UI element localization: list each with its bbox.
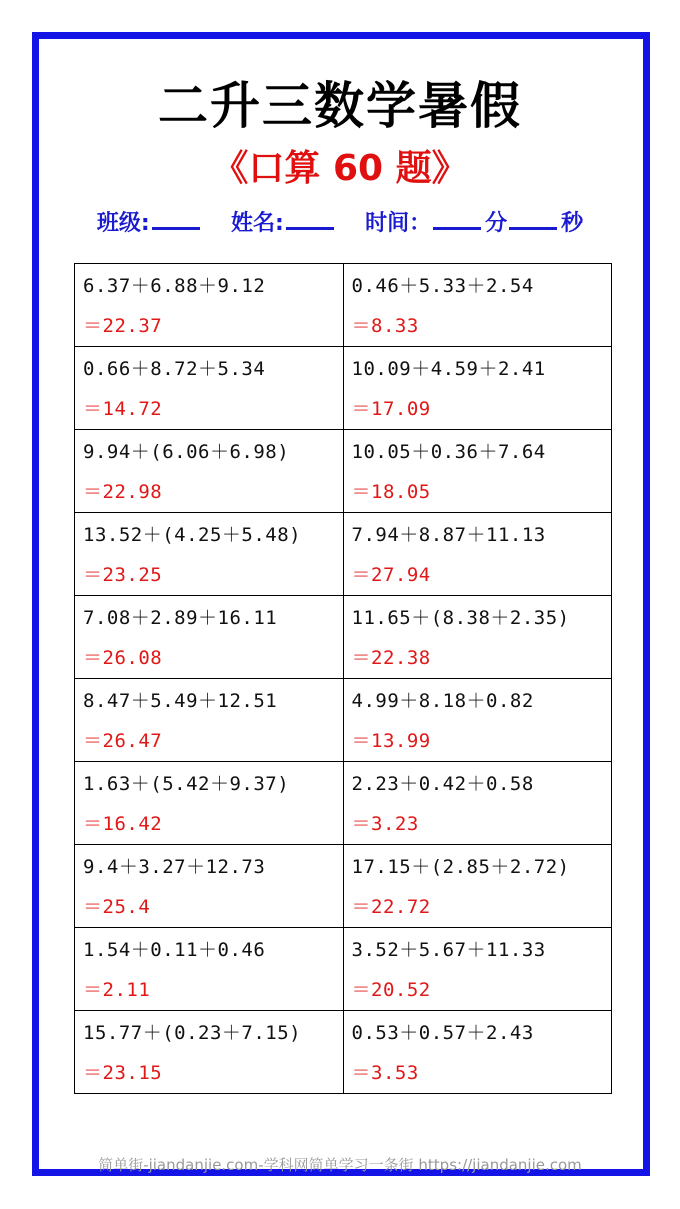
problem-answer: ＝23.25 xyxy=(83,564,163,586)
table-row xyxy=(75,928,612,1011)
problem-answer: ＝22.72 xyxy=(351,896,431,918)
problem-expression: 10.05＋0.36＋7.64 xyxy=(351,441,546,463)
problem-cell xyxy=(75,596,344,679)
problem-answer: ＝23.15 xyxy=(83,1062,163,1084)
page-title: 二升三数学暑假 xyxy=(158,77,522,135)
page-subtitle: 《口算 60 题》 xyxy=(212,148,468,189)
problem-cell xyxy=(343,928,612,1011)
problem-expression: 1.63＋(5.42＋9.37) xyxy=(83,773,290,795)
seconds-label: 秒 xyxy=(561,211,584,236)
problem-cell xyxy=(75,845,344,928)
problem-answer: ＝26.08 xyxy=(83,647,163,669)
table-row xyxy=(75,596,612,679)
problem-expression: 7.08＋2.89＋16.11 xyxy=(83,607,278,629)
table-row xyxy=(75,430,612,513)
problem-expression: 6.37＋6.88＋9.12 xyxy=(83,275,266,297)
table-row xyxy=(75,1011,612,1094)
problem-answer: ＝8.33 xyxy=(351,315,419,337)
problem-cell xyxy=(343,264,612,347)
problem-expression: 9.4＋3.27＋12.73 xyxy=(83,856,266,878)
problem-expression: 17.15＋(2.85＋2.72) xyxy=(351,856,570,878)
problem-answer: ＝18.05 xyxy=(351,481,431,503)
table-row xyxy=(75,513,612,596)
problem-answer: ＝3.53 xyxy=(351,1062,419,1084)
problem-expression: 4.99＋8.18＋0.82 xyxy=(351,690,534,712)
problem-expression: 8.47＋5.49＋12.51 xyxy=(83,690,278,712)
problem-cell xyxy=(75,513,344,596)
problem-cell xyxy=(75,928,344,1011)
problem-table xyxy=(74,263,612,1094)
problem-expression: 13.52＋(4.25＋5.48) xyxy=(83,524,302,546)
table-row xyxy=(75,679,612,762)
minutes-label: 分 xyxy=(485,211,508,236)
problem-answer: ＝22.38 xyxy=(351,647,431,669)
problem-cell xyxy=(75,1011,344,1094)
name-blank[interactable] xyxy=(286,205,334,230)
problem-answer: ＝14.72 xyxy=(83,398,163,420)
seconds-blank[interactable] xyxy=(509,205,557,230)
problem-cell xyxy=(343,1011,612,1094)
problem-expression: 15.77＋(0.23＋7.15) xyxy=(83,1022,302,1044)
class-label: 班级: xyxy=(96,211,150,236)
problem-expression: 11.65＋(8.38＋2.35) xyxy=(351,607,570,629)
minutes-blank[interactable] xyxy=(433,205,481,230)
problem-cell xyxy=(343,762,612,845)
problem-cell xyxy=(343,430,612,513)
problem-expression: 9.94＋(6.06＋6.98) xyxy=(83,441,290,463)
problem-answer: ＝22.37 xyxy=(83,315,163,337)
problem-answer: ＝22.98 xyxy=(83,481,163,503)
problem-cell xyxy=(343,513,612,596)
problem-cell xyxy=(343,679,612,762)
problem-cell xyxy=(75,679,344,762)
problem-answer: ＝3.23 xyxy=(351,813,419,835)
class-blank[interactable] xyxy=(152,205,200,230)
problem-expression: 10.09＋4.59＋2.41 xyxy=(351,358,546,380)
problem-expression: 7.94＋8.87＋11.13 xyxy=(351,524,546,546)
problem-answer: ＝17.09 xyxy=(351,398,431,420)
table-row xyxy=(75,845,612,928)
problem-expression: 3.52＋5.67＋11.33 xyxy=(351,939,546,961)
problem-cell xyxy=(75,264,344,347)
problem-cell xyxy=(75,762,344,845)
student-info-line xyxy=(0,205,680,240)
table-row xyxy=(75,762,612,845)
footer-watermark: 简单街-jiandanjie.com-学科网简单学习一条街 https://jiandanjie.com xyxy=(98,1156,582,1174)
problem-cell xyxy=(75,430,344,513)
problem-expression: 0.66＋8.72＋5.34 xyxy=(83,358,266,380)
table-row xyxy=(75,347,612,430)
problem-cell xyxy=(343,596,612,679)
problem-expression: 1.54＋0.11＋0.46 xyxy=(83,939,266,961)
table-row xyxy=(75,264,612,347)
problem-cell xyxy=(343,845,612,928)
problem-answer: ＝25.4 xyxy=(83,896,151,918)
problem-answer: ＝16.42 xyxy=(83,813,163,835)
name-label: 姓名: xyxy=(230,211,284,236)
problem-answer: ＝27.94 xyxy=(351,564,431,586)
problem-expression: 0.46＋5.33＋2.54 xyxy=(351,275,534,297)
problem-expression: 2.23＋0.42＋0.58 xyxy=(351,773,534,795)
problem-answer: ＝13.99 xyxy=(351,730,431,752)
problem-answer: ＝2.11 xyxy=(83,979,151,1001)
problem-answer: ＝20.52 xyxy=(351,979,431,1001)
problem-cell xyxy=(75,347,344,430)
problem-expression: 0.53＋0.57＋2.43 xyxy=(351,1022,534,1044)
problem-answer: ＝26.47 xyxy=(83,730,163,752)
problem-cell xyxy=(343,347,612,430)
time-label: 时间： xyxy=(365,211,432,236)
